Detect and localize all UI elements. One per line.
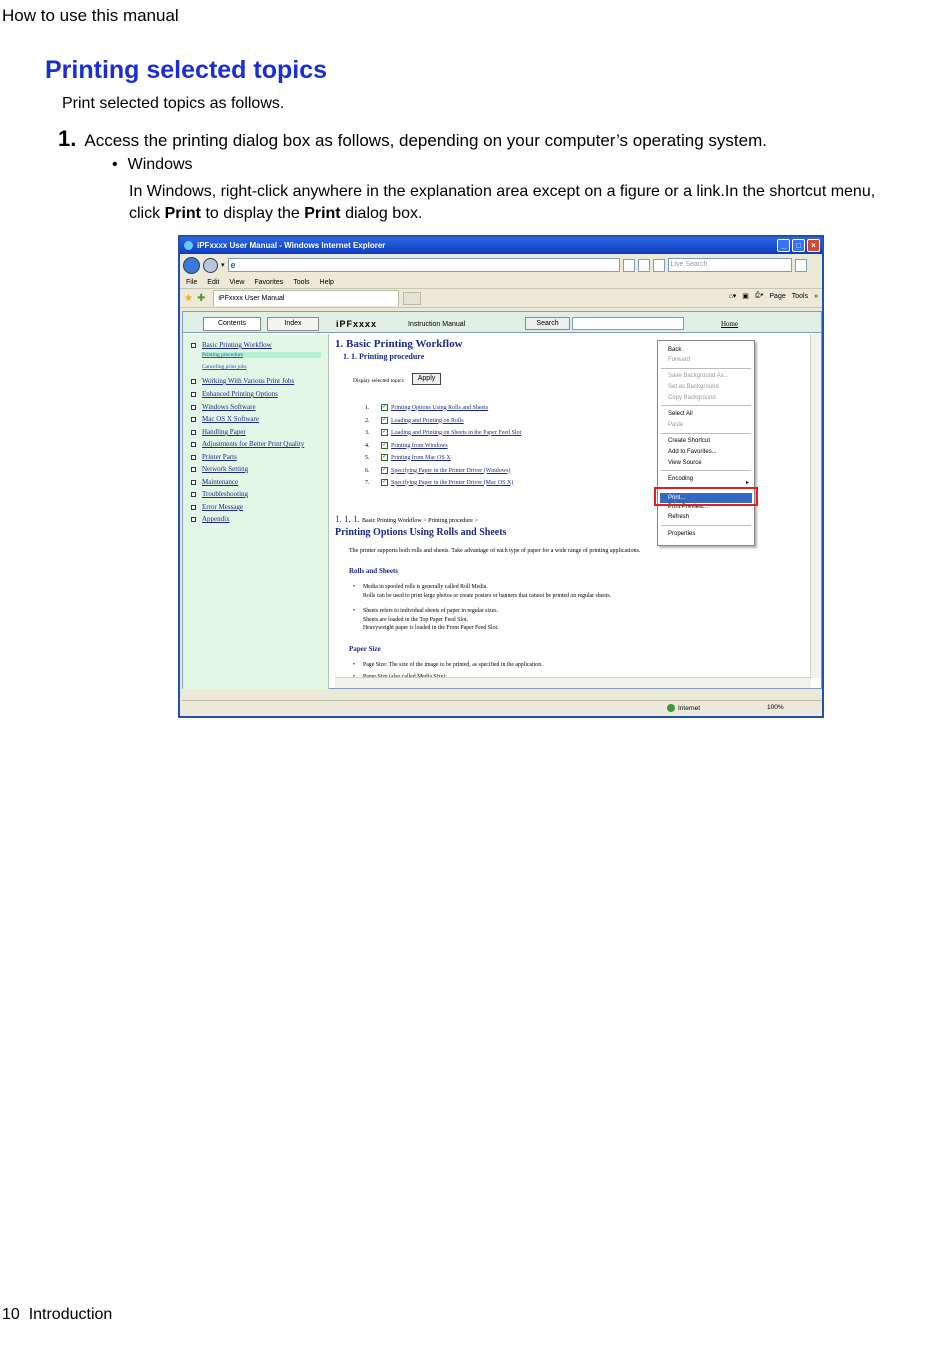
bullet-windows [112,156,193,174]
search-icon[interactable] [795,259,807,272]
list-item: • Page Size: The size of the image to be printed, as specified in the application. [363,661,543,670]
window-titlebar [180,237,822,254]
ctx-select-all[interactable]: Select All [668,411,693,417]
list-line: Rolls can be used to print large photos or create posters or banners that cannot be printed on regular sheets. [363,592,612,599]
ctx-back[interactable]: Back [668,347,682,353]
apply-button[interactable]: Apply [412,373,441,385]
toc-item[interactable] [191,465,248,473]
tab-contents[interactable]: Contents [203,317,261,331]
stop-icon[interactable] [653,259,665,272]
add-favorites-icon[interactable]: ✚ [196,292,206,304]
topic-number: 5. [365,454,370,461]
live-search-input[interactable]: Live Search [668,258,792,272]
bullet-label: Windows [127,156,193,173]
ctx-separator [661,525,751,526]
body-paragraph [129,181,889,225]
step-1 [58,126,918,152]
ctx-print-preview[interactable]: Print Preview... [668,504,709,510]
ctx-copy-background: Copy Background [668,395,716,401]
expand-icon [191,379,196,384]
expand-icon [191,517,196,522]
topic-number: 6. [365,467,370,474]
context-menu [657,340,755,546]
checkbox-checked-icon[interactable]: ✓ [382,417,388,423]
ctx-encoding[interactable]: Encoding [668,476,694,482]
menu-bar [180,276,822,289]
topic-link[interactable]: Printing from Windows [391,442,448,449]
body-text-3: dialog box. [340,205,423,222]
new-tab-button[interactable] [403,292,421,305]
expand-icon [191,430,196,435]
list-line: Heavyweight paper is loaded in the Front Paper Feed Slot. [363,625,499,631]
expand-icon [191,467,196,472]
toc-item[interactable] [191,403,256,411]
toc-label: Printer Parts [202,453,237,461]
topic-number: 1. [365,404,370,411]
toc-item[interactable] [191,415,259,423]
nav-dropdown-icon[interactable]: ▾ [221,262,225,269]
toc-label: Troubleshooting [202,490,249,498]
expand-icon [191,442,196,447]
footer-section: Introduction [28,1306,113,1323]
ctx-separator [661,368,751,369]
address-row [180,254,822,276]
ctx-separator [661,405,751,406]
horizontal-scrollbar[interactable] [335,677,811,688]
window-controls [777,239,820,252]
breadcrumb [335,514,478,524]
print-highlight-box [654,487,758,506]
topic-row[interactable] [365,442,448,449]
close-icon[interactable]: × [807,239,820,252]
toc-item[interactable] [191,390,278,398]
step-number: 1. [58,126,77,151]
favorites-star-icon[interactable]: ★ [184,292,193,304]
tab-title: iPFxxxx User Manual [218,295,285,302]
expand-icon [191,405,196,410]
topic-row[interactable] [365,417,464,424]
toc-label: Handling Paper [202,428,246,436]
chapter-heading: 1. Basic Printing Workflow [335,338,463,350]
address-bar[interactable] [228,258,620,272]
expand-icon [191,492,196,497]
list-line: • Media in spooled rolls is generally called Roll Media. [363,584,488,590]
bullet-dot-icon: • [112,156,118,173]
internet-globe-icon [667,704,675,712]
address-dropdown-icon[interactable] [623,259,635,272]
toc-label: Network Setting [202,465,249,473]
topic-number: 4. [365,442,370,449]
topic-link[interactable]: Loading and Printing on Sheets in the Paper Feed Slot [391,429,522,436]
ctx-view-source[interactable]: View Source [668,460,702,466]
chevron-right-icon[interactable]: » [814,292,818,300]
body-bold-print-2: Print [304,205,341,222]
topic-number: 2. [365,417,370,424]
step-text: Access the printing dialog box as follows, depending on your computer’s operating system. [84,131,767,150]
menu-edit[interactable]: Edit [207,278,220,286]
checkbox-checked-icon[interactable]: ✓ [382,467,388,473]
topic-link[interactable]: Loading and Printing on Rolls [391,417,464,424]
home-link[interactable]: Home [721,320,739,328]
toc-item[interactable] [191,490,248,498]
toc-item[interactable] [191,515,230,523]
toc-label: Basic Printing Workflow [202,341,272,349]
expand-icon [191,480,196,485]
ctx-paste: Paste [668,422,684,428]
toc-item[interactable] [191,377,294,385]
page-menu[interactable]: Page [769,292,786,300]
ctx-separator [661,470,751,471]
vertical-scrollbar[interactable] [810,334,821,678]
page-icon: e [230,260,236,270]
toc-item[interactable] [191,428,246,436]
list-item [363,607,499,633]
breadcrumb-path: Basic Printing Workflow > Printing procedure > [362,518,478,524]
zoom-level[interactable]: 100% [767,704,784,711]
ctx-save-background: Save Background As... [668,373,729,379]
checkbox-checked-icon[interactable]: ✓ [382,429,388,435]
browser-tab[interactable] [213,290,399,306]
command-bar [728,292,818,300]
toc-label: Error Message [202,503,244,511]
topic-number: 3. [365,429,370,436]
browser-screenshot [178,235,824,718]
back-arrow-icon[interactable] [183,257,200,274]
zone-label: Internet [678,704,701,712]
brand-name: iPFxxxx [336,319,378,329]
tab-index[interactable]: Index [267,317,319,331]
expand-icon [191,343,196,348]
topic-row[interactable] [365,467,510,474]
status-bar [182,700,822,714]
topic-row[interactable] [365,404,488,411]
window-title: iPFxxxx User Manual - Windows Internet Explorer [197,241,386,250]
tools-menu[interactable]: Tools [791,292,809,300]
toc-label: Windows Software [202,403,256,411]
topic-heading: Printing Options Using Rolls and Sheets [335,527,507,538]
list-line: • Sheets refers to individual sheets of paper in regular sizes. [363,608,498,614]
toc-label: Enhanced Printing Options [202,390,278,398]
ctx-print[interactable]: Print... [660,493,752,503]
topic-paragraph: The printer supports both rolls and sheets. Take advantage of each type of paper for a wide range of printing applications. [349,548,641,554]
expand-icon [191,417,196,422]
expand-icon [191,505,196,510]
toc-item[interactable] [191,503,243,511]
manual-title: Instruction Manual [408,321,466,328]
toc-label: Maintenance [202,478,239,486]
breadcrumb-number: 1. 1. 1. [335,514,360,524]
ctx-refresh[interactable]: Refresh [668,514,690,520]
ctx-set-background: Set as Background [668,384,719,390]
submenu-arrow-icon: ▸ [745,480,749,486]
running-head: How to use this manual [2,6,179,25]
manual-search-input[interactable] [572,317,684,330]
checkbox-checked-icon[interactable]: ✓ [382,454,388,460]
toc-label: Working With Various Print Jobs [202,377,295,385]
rolls-heading: Rolls and Sheets [349,567,399,575]
refresh-icon[interactable] [638,259,650,272]
checkbox-checked-icon[interactable]: ✓ [382,442,388,448]
toc-item[interactable] [191,440,304,448]
topic-link[interactable]: Specifying Paper in the Printer Driver (Mac OS X) [391,479,514,486]
body-text-1: In Windows, right-click anywhere in the explanation area except on a figure or a link.In the shortcut menu, click [129,183,876,222]
menu-help[interactable]: Help [319,278,334,286]
body-text-2: to display the [201,205,305,222]
body-bold-print-1: Print [164,205,202,222]
toc-subitem[interactable]: Canceling print jobs [201,364,321,370]
expand-icon [191,392,196,397]
menu-tools[interactable]: Tools [293,278,310,286]
subchapter-heading: 1. 1. Printing procedure [343,352,425,361]
ctx-create-shortcut[interactable]: Create Shortcut [668,438,711,444]
ie-logo-icon [184,241,193,250]
home-icon[interactable]: ⌂▾ [728,293,737,300]
zone-indicator [667,704,700,712]
forward-arrow-icon[interactable] [203,258,218,273]
checkbox-checked-icon[interactable]: ✓ [382,479,388,485]
checkbox-checked-icon[interactable]: ✓ [382,404,388,410]
toc-sidebar [183,334,329,689]
toc-label: Appendix [202,515,230,523]
minimize-icon[interactable]: _ [777,239,790,252]
toc-item[interactable] [191,453,237,461]
toc-label: Adjustments for Better Print Quality [202,440,305,448]
topic-link[interactable]: Specifying Paper in the Printer Driver (Windows) [391,467,511,474]
toc-subitem[interactable]: Printing procedure [201,352,321,358]
topic-number: 7. [365,479,370,486]
intro-text: Print selected topics as follows. [62,95,285,112]
manual-search-button[interactable]: Search [525,317,570,330]
topic-row[interactable] [365,479,513,486]
favorites-row [180,289,822,308]
menu-favorites[interactable]: Favorites [254,278,284,286]
page-content [182,311,822,689]
feeds-icon[interactable]: ▣ [742,293,749,300]
ctx-properties[interactable]: Properties [668,531,696,537]
topic-row[interactable] [365,454,451,461]
menu-file[interactable]: File [186,278,198,286]
topic-link[interactable]: Printing Options Using Rolls and Sheets [391,404,489,411]
topic-row[interactable] [365,429,521,436]
list-item [363,583,611,600]
page-number: 10 [2,1306,20,1323]
paper-size-heading: Paper Size [349,645,381,653]
list-line: Sheets are loaded in the Top Paper Feed Slot. [363,616,468,623]
menu-view[interactable]: View [229,278,245,286]
topic-link[interactable]: Printing from Mac OS X [391,454,451,461]
manual-header [183,312,821,333]
section-title: Printing selected topics [45,56,328,84]
toc-label: Mac OS X Software [202,415,259,423]
print-icon[interactable]: ⎙▾ [754,292,764,299]
toc-item[interactable] [191,341,272,349]
ctx-separator [661,433,751,434]
page-footer [2,1306,112,1324]
toc-item[interactable] [191,478,238,486]
ctx-forward: Forward [668,357,691,363]
display-selected-label: Display selected topics [353,378,404,384]
maximize-icon[interactable]: □ [792,239,805,252]
expand-icon [191,455,196,460]
ctx-add-favorites[interactable]: Add to Favorites... [668,449,717,455]
